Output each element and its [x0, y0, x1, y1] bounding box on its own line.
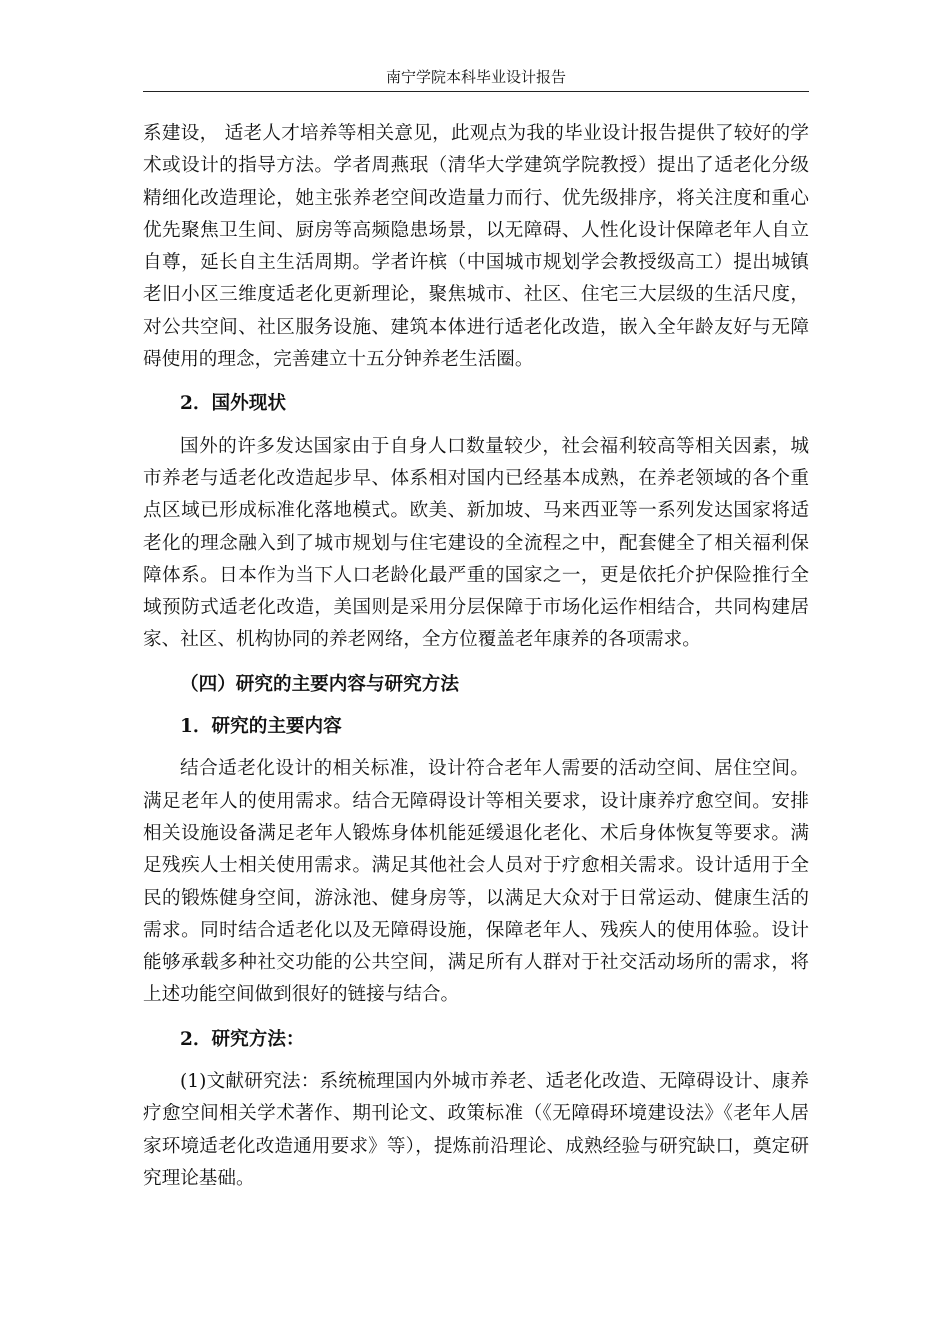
heading-section-four: （四）研究的主要内容与研究方法 [180, 673, 459, 695]
paragraph-domestic-scholars: 系建设， 适老人才培养等相关意见，此观点为我的毕业设计报告提供了较好的学术或设计的指导方法。学者周燕珉（清华大学建筑学院教授）提出了适老化分级精细化改造理论，她主张养老空间改造量力而行、优先级排序，将关注度和重心优先聚焦卫生间、厨房等高频隐患场景，以无障碍、人性化设计保障老年人自立自尊，延长自主生活周期。学者许槟（中国城市规划学会教授级高工）提出城镇老旧小区三维度适老化更新理论，聚焦城市、社区、住宅三大层级的生活尺度，对公共空间、社区服务设施、建筑本体进行适老化改造，嵌入全年龄友好与无障碍使用的理念，完善建立十五分钟养老生活圈。 [143, 123, 809, 371]
heading-foreign-status: 2．国外现状 [180, 393, 286, 415]
heading-main-content: 1．研究的主要内容 [180, 716, 342, 738]
page-header-title: 南宁学院本科毕业设计报告 [385, 68, 566, 86]
header-divider [143, 91, 809, 92]
paragraph-foreign-status: 国外的许多发达国家由于自身人口数量较少，社会福利较高等相关因素，城市养老与适老化改造起步早、体系相对国内已经基本成熟，在养老领域的各个重点区域已形成标准化落地模式。欧美、新加坡、马来西亚等一系列发达国家将适老化的理念融入到了城市规划与住宅建设的全流程之中，配套健全了相关福利保障体系。日本作为当下人口老龄化最严重的国家之一，更是依托介护保险推行全域预防式适老化改造，美国则是采用分层保障于市场化运作相结合，共同构建居家、社区、机构协同的养老网络，全方位覆盖老年康养的各项需求。 [143, 435, 809, 651]
heading-research-methods: 2．研究方法： [180, 1028, 305, 1050]
paragraph-main-content: 结合适老化设计的相关标准，设计符合老年人需要的活动空间、居住空间。满足老年人的使用需求。结合无障碍设计等相关要求，设计康养疗愈空间。安排相关设施设备满足老年人锻炼身体机能延缓退化老化、术后身体恢复等要求。满足残疾人士相关使用需求。满足其他社会人员对于疗愈相关需求。设计适用于全民的锻炼健身空间，游泳池、健身房等，以满足大众对于日常运动、健康生活的需求。同时结合适老化以及无障碍设施，保障老年人、残疾人的使用体验。设计能够承载多种社交功能的公共空间，满足所有人群对于社交活动场所的需求，将上述功能空间做到很好的链接与结合。 [143, 758, 809, 1006]
paragraph-literature-method: (1)文献研究法：系统梳理国内外城市养老、适老化改造、无障碍设计、康养疗愈空间相关学术著作、期刊论文、政策标准（《无障碍环境建设法》《老年人居家环境适老化改造通用要求》等），提炼前沿理论、成熟经验与研究缺口，奠定研究理论基础。 [143, 1071, 809, 1189]
document-body [143, 118, 809, 1195]
